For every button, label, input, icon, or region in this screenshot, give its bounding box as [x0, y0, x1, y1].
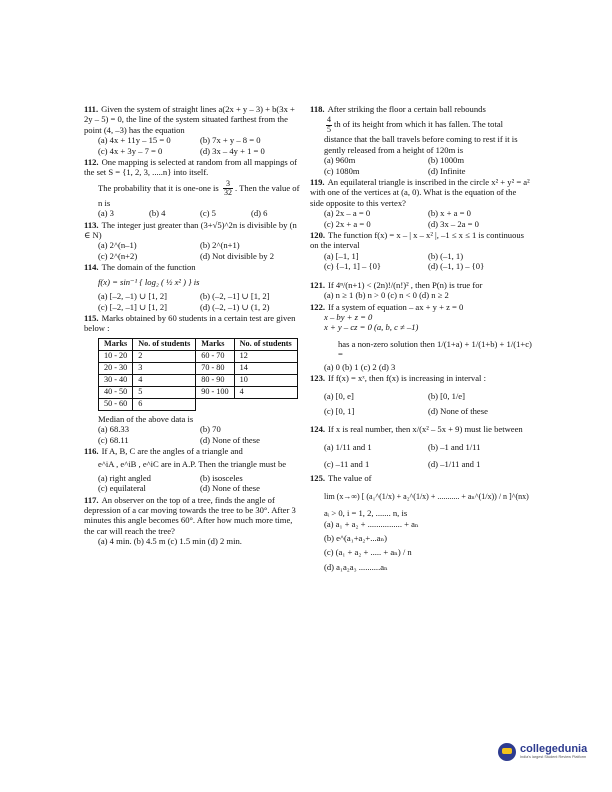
question-text: If x is real number, then x/(x² – 5x + 9) must lie between: [328, 424, 523, 435]
question-text: The domain of the function: [101, 262, 196, 273]
option-c: (c) (a₁ + a₂ + ..... + aₙ) / n: [324, 547, 412, 558]
question-text: Given the system of straight lines a(2x + y – 3) + b(3x + 2y – 5) = 0, the line of the system situated farthest from the point (4, –3) has the equation: [84, 104, 295, 135]
option-c: (c) [–2, –1] ∪ [1, 2]: [98, 301, 168, 312]
table-cell: 3: [133, 362, 196, 374]
table-cell: 14: [234, 362, 297, 374]
option-d: (d) Not divisible by 2: [200, 250, 274, 261]
table-cell: 2: [133, 350, 196, 362]
question-text: An observer on the top of a tree, finds the angle of depression of a car moving towards the tree to be 30°. After 3 minutes this angle becomes 60°. After how much more time, the car will reach the tree?: [84, 494, 296, 536]
question-text: If 4ⁿ/(n+1) < (2n)!/(n!)² , then P(n) is true for: [328, 279, 483, 290]
equation-line: x – by + z = 0: [324, 311, 373, 322]
option-b: (b) x + a = 0: [428, 208, 471, 219]
question-number: 113.: [84, 219, 99, 230]
question-number: 115.: [84, 312, 99, 323]
question-number: 123.: [310, 372, 326, 383]
option-b: (b) 1000m: [428, 155, 465, 166]
question-125: [310, 473, 532, 572]
option-b: (b) 7x + y – 8 = 0: [200, 135, 261, 146]
option-c: (c) 4x + 3y – 7 = 0: [98, 145, 163, 156]
option-c: (c) [0, 1]: [324, 405, 355, 416]
table-cell: 6: [133, 398, 196, 410]
question-number: 121.: [310, 279, 326, 290]
question-120: [310, 230, 532, 272]
option-a: (a) 960m: [324, 155, 356, 166]
question-112: [84, 157, 302, 219]
question-text-2: th of its height from which it has fallen. The total distance that the ball travels before coming to rest if it is gently released from a height of 120m is: [324, 119, 518, 155]
option-b: (b) –1 and 1/11: [428, 441, 481, 452]
option-a: (a) 3: [98, 208, 114, 219]
equation-line: x + y – cz = 0 (a, b, c ≠ –1): [324, 322, 419, 333]
option-d: (d) –1/11 and 1: [428, 458, 481, 469]
option-a: (a) 2^(n–1): [98, 240, 137, 251]
table-cell: 20 - 30: [99, 362, 133, 374]
option-d: (d) Infinite: [428, 165, 466, 176]
table-row: [99, 350, 298, 362]
option-d: (d) a₁a₂a₃ ..........aₙ: [324, 561, 388, 572]
option-a: (a) 4x + 11y – 15 = 0: [98, 135, 171, 146]
table-row: [99, 398, 298, 410]
limit-formula: lim (x→∞) [ (a₁^(1/x) + a₂^(1/x) + ........... + aₙ^(1/x)) / n ]^(nx): [324, 491, 529, 501]
option-a: (a) 68.33: [98, 424, 130, 435]
condition-text: aᵢ > 0, i = 1, 2, ....... n, is: [324, 508, 408, 519]
option-d: (d) None of these: [428, 405, 488, 416]
option-b: (b) 2^(n+1): [200, 240, 240, 251]
table-cell: [196, 398, 234, 410]
question-123: [310, 373, 532, 416]
table-cell: 12: [234, 350, 297, 362]
question-text-2: The probability that it is one-one is: [98, 182, 219, 193]
question-122: [310, 302, 532, 372]
question-text-3: . Then the value of n is: [98, 182, 300, 208]
question-number: 125.: [310, 473, 326, 484]
question-text: If A, B, C are the angles of a triangle and: [101, 445, 243, 456]
left-column: [84, 104, 302, 548]
table-cell: 10: [234, 374, 297, 386]
question-119: [310, 177, 532, 229]
question-text: The value of: [328, 473, 372, 484]
question-text: An equilateral triangle is inscribed in the circle x² + y² = a² with one of the vertices at (a, 0). What is the equation of the side opposite to this vertex?: [310, 177, 530, 208]
option-c: (c) 68.11: [98, 434, 129, 445]
option-c: (c) 5: [200, 208, 216, 219]
question-text: One mapping is selected at random from all mappings of the set S = {1, 2, 3, .....n} into itself.: [84, 157, 298, 178]
table-cell: 4: [234, 386, 297, 398]
option-b: (b) [0, 1/e]: [428, 391, 465, 402]
table-cell: 4: [133, 374, 196, 386]
table-row: [99, 362, 298, 374]
table-cell: [234, 398, 297, 410]
question-121: [310, 280, 532, 301]
options-inline: (a) 0 (b) 1 (c) 2 (d) 3: [324, 361, 396, 372]
question-number: 120.: [310, 230, 326, 241]
question-text: If a system of equation – ax + y + z = 0: [328, 301, 464, 312]
table-cell: 40 - 50: [99, 386, 133, 398]
domain-formula: f(x) = sin⁻¹ { log₂ ( ½ x² ) } is: [98, 276, 200, 287]
question-text: The integer just greater than (3+√5)^2n is divisible by (n ∈ N): [84, 219, 297, 241]
table-header-row: [99, 338, 298, 350]
question-118: [310, 104, 532, 176]
question-text: Marks obtained by 60 students in a certain test are given below :: [84, 312, 296, 334]
option-c: (c) 2x + a = 0: [324, 218, 371, 229]
table-cell: 5: [133, 386, 196, 398]
median-text: Median of the above data is: [98, 413, 194, 424]
condition-text: has a non-zero solution then 1/(1+a) + 1/(1+b) + 1/(1+c) =: [338, 338, 532, 360]
question-number: 116.: [84, 445, 99, 456]
header-marks: Marks: [196, 338, 234, 350]
question-116: [84, 446, 302, 494]
header-students: No. of students: [133, 338, 196, 350]
question-113: [84, 220, 302, 262]
collegedunia-logo: [498, 743, 587, 761]
table-cell: 70 - 80: [196, 362, 234, 374]
options-inline: (a) 4 min. (b) 4.5 m (c) 1.5 min (d) 2 min.: [98, 536, 242, 547]
question-111: [84, 104, 302, 156]
question-124: [310, 424, 532, 469]
option-b: (b) isosceles: [200, 472, 243, 483]
question-text-2: e^iA , e^iB , e^iC are in A.P. Then the triangle must be: [98, 459, 287, 470]
question-115: [84, 313, 302, 445]
option-c: (c) –11 and 1: [324, 458, 370, 469]
collegedunia-mascot-icon: [498, 743, 516, 761]
option-b: (b) (–2, –1] ∪ [1, 2]: [200, 291, 270, 302]
rebound-fraction: $\frac{4}{5}$: [327, 115, 331, 134]
right-column: [310, 104, 532, 573]
option-b: (b) e^(a₁+a₂+...aₙ): [324, 533, 388, 543]
question-text: After striking the floor a certain ball rebounds: [327, 104, 486, 114]
probability-fraction: $\frac{3}{32}$: [223, 178, 232, 198]
table-cell: 90 - 100: [196, 386, 234, 398]
option-d: (d) None of these: [200, 434, 260, 445]
table-cell: 80 - 90: [196, 374, 234, 386]
option-d: (d) 3x – 2a = 0: [428, 218, 479, 229]
question-number: 111.: [84, 104, 99, 114]
table-cell: 60 - 70: [196, 350, 234, 362]
question-114: [84, 262, 302, 312]
option-c: (c) 2^(n+2): [98, 250, 138, 261]
option-c: (c) 1080m: [324, 165, 360, 176]
option-a: (a) right angled: [98, 472, 151, 483]
question-number: 124.: [310, 424, 326, 435]
option-c: (c) {–1, 1] – {0}: [324, 261, 382, 272]
question-number: 118.: [310, 104, 325, 114]
option-d: (d) 3x – 4y + 1 = 0: [200, 145, 265, 156]
option-c: (c) equilateral: [98, 483, 146, 494]
option-b: (b) (–1, 1): [428, 250, 464, 261]
question-117: [84, 495, 302, 547]
option-a: (a) 2x – a = 0: [324, 208, 371, 219]
option-a: (a) a₁ + a₂ + ................ + aₙ: [324, 518, 419, 529]
option-b: (b) 4: [149, 208, 166, 219]
option-a: (a) [–1, 1]: [324, 250, 359, 261]
option-d: (d) 6: [251, 208, 268, 219]
option-b: (b) 70: [200, 424, 221, 435]
table-row: [99, 386, 298, 398]
brand-name: collegedunia: [520, 743, 588, 755]
options-inline: (a) n ≥ 1 (b) n > 0 (c) n < 0 (d) n ≥ 2: [324, 290, 449, 301]
option-d: (d) (–2, –1) ∪ (1, 2): [200, 301, 270, 312]
table-cell: 10 - 20: [99, 350, 133, 362]
option-d: (d) None of these: [200, 483, 260, 494]
table-cell: 30 - 40: [99, 374, 133, 386]
header-marks: Marks: [99, 338, 133, 350]
brand-tagline: India's largest Student Review Platform: [520, 755, 587, 759]
option-d: (d) (–1, 1) – {0}: [428, 261, 485, 272]
question-number: 122.: [310, 301, 326, 312]
question-number: 117.: [84, 494, 99, 505]
question-number: 119.: [310, 177, 325, 188]
option-a: (a) [–2, –1) ∪ [1, 2]: [98, 291, 168, 302]
question-text: The function f(x) = x – | x – x² |, –1 ≤ x ≤ 1 is continuous on the interval: [310, 230, 525, 251]
header-students: No. of students: [234, 338, 297, 350]
option-a: (a) 1/11 and 1: [324, 441, 372, 452]
table-cell: 50 - 60: [99, 398, 133, 410]
question-number: 112.: [84, 157, 99, 168]
table-row: [99, 374, 298, 386]
question-text: If f(x) = xˣ, then f(x) is increasing in interval :: [328, 372, 486, 383]
option-a: (a) [0, e]: [324, 391, 354, 402]
question-number: 114.: [84, 262, 99, 273]
marks-table: [98, 338, 298, 411]
